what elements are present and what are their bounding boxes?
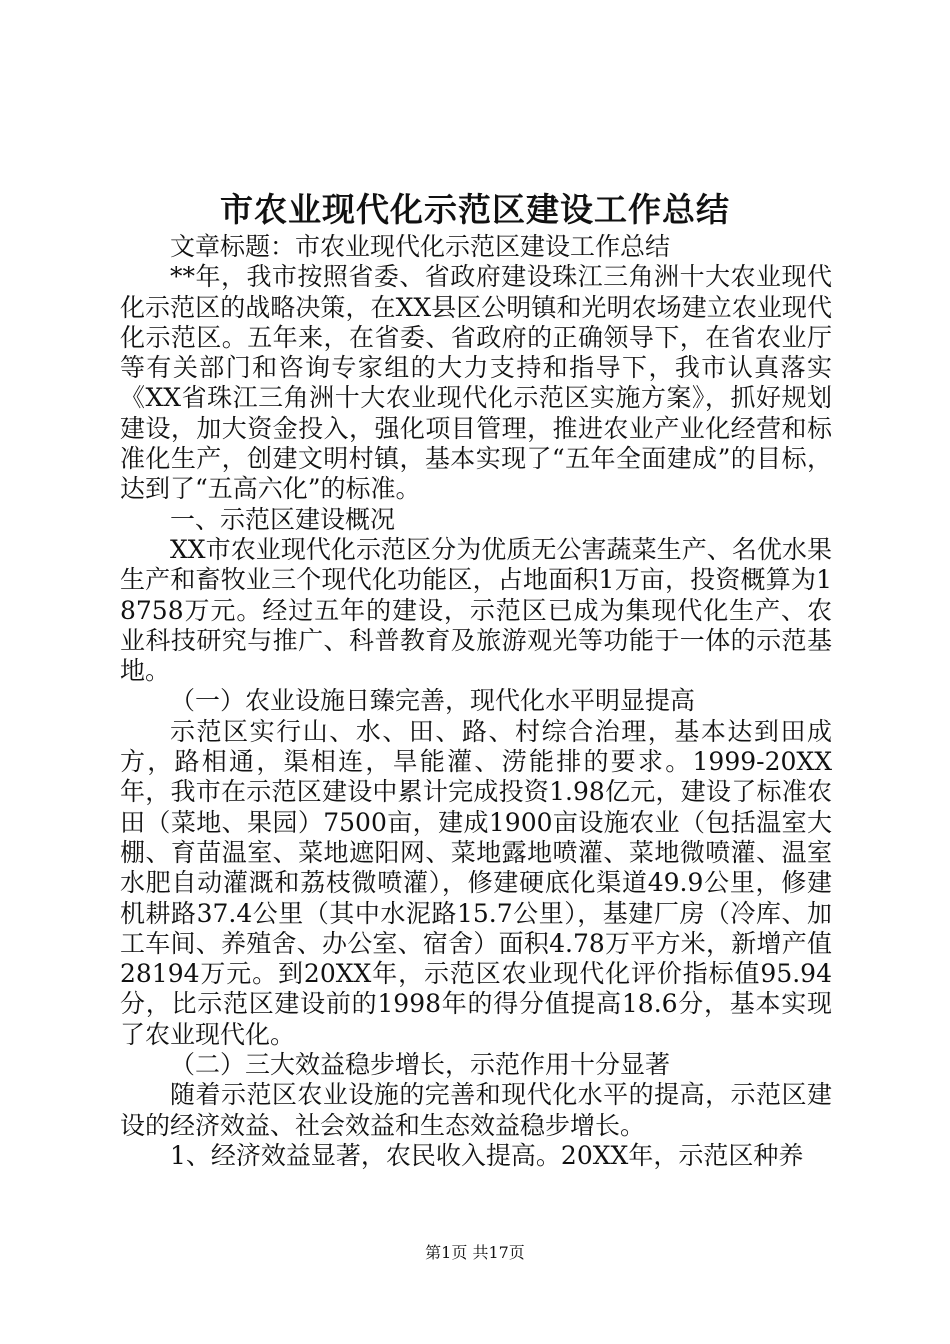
- document-title: 市农业现代化示范区建设工作总结: [220, 190, 730, 229]
- page-footer: 第1页 共17页: [425, 1243, 525, 1262]
- subheading-benefits: （二）三大效益稳步增长，示范作用十分显著: [170, 1050, 671, 1080]
- subheading-facilities: （一）农业设施日臻完善，现代化水平明显提高: [170, 686, 696, 716]
- economic-benefits-paragraph: 1、经济效益显著，农民收入提高。20XX年，示范区种养: [170, 1140, 804, 1170]
- section-heading-overview: 一、示范区建设概况: [170, 504, 396, 534]
- overview-paragraph: XX市农业现代化示范区分为优质无公害蔬菜生产、名优水果生产和畜牧业三个现代化功能区，占地面积1万亩，投资概算为18758万元。经过五年的建设，示范区已成为集现代化生产、农业科技研究与推广、科普教育及旅游观光等功能于一体的示范基地。: [120, 534, 832, 686]
- intro-paragraph: **年，我市按照省委、省政府建设珠江三角洲十大农业现代化示范区的战略决策，在XX县区公明镇和光明农场建立农业现代化示范区。五年来，在省委、省政府的正确领导下，在省农业厅等有关部门和咨询专家组的大力支持和指导下，我市认真落实《XX省珠江三角洲十大农业现代化示范区实施方案》，抓好规划建设，加大资金投入，强化项目管理，推进农业产业化经营和标准化生产，创建文明村镇，基本实现了“五年全面建成”的目标，达到了“五高六化”的标准。: [120, 262, 832, 504]
- benefits-paragraph: 随着示范区农业设施的完善和现代化水平的提高，示范区建设的经济效益、社会效益和生态效益稳步增长。: [120, 1080, 832, 1140]
- document-body: [120, 232, 832, 1171]
- facilities-paragraph: 示范区实行山、水、田、路、村综合治理，基本达到田成方，路相通，渠相连，旱能灌、涝能排的要求。1999-20XX年，我市在示范区建设中累计完成投资1.98亿元，建设了标准农田（菜地、果园）7500亩，建成1900亩设施农业（包括温室大棚、育苗温室、菜地遮阳网、菜地露地喷灌、菜地微喷灌、温室水肥自动灌溉和荔枝微喷灌），修建硬底化渠道49.9公里，修建机耕路37.4公里（其中水泥路15.7公里），基建厂房（冷库、加工车间、养殖舍、办公室、宿舍）面积4.78万平方米，新增产值28194万元。到20XX年，示范区农业现代化评价指标值95.94分，比示范区建设前的1998年的得分值提高18.6分，基本实现了农业现代化。: [120, 716, 832, 1049]
- article-title-line: 文章标题：市农业现代化示范区建设工作总结: [170, 232, 671, 261]
